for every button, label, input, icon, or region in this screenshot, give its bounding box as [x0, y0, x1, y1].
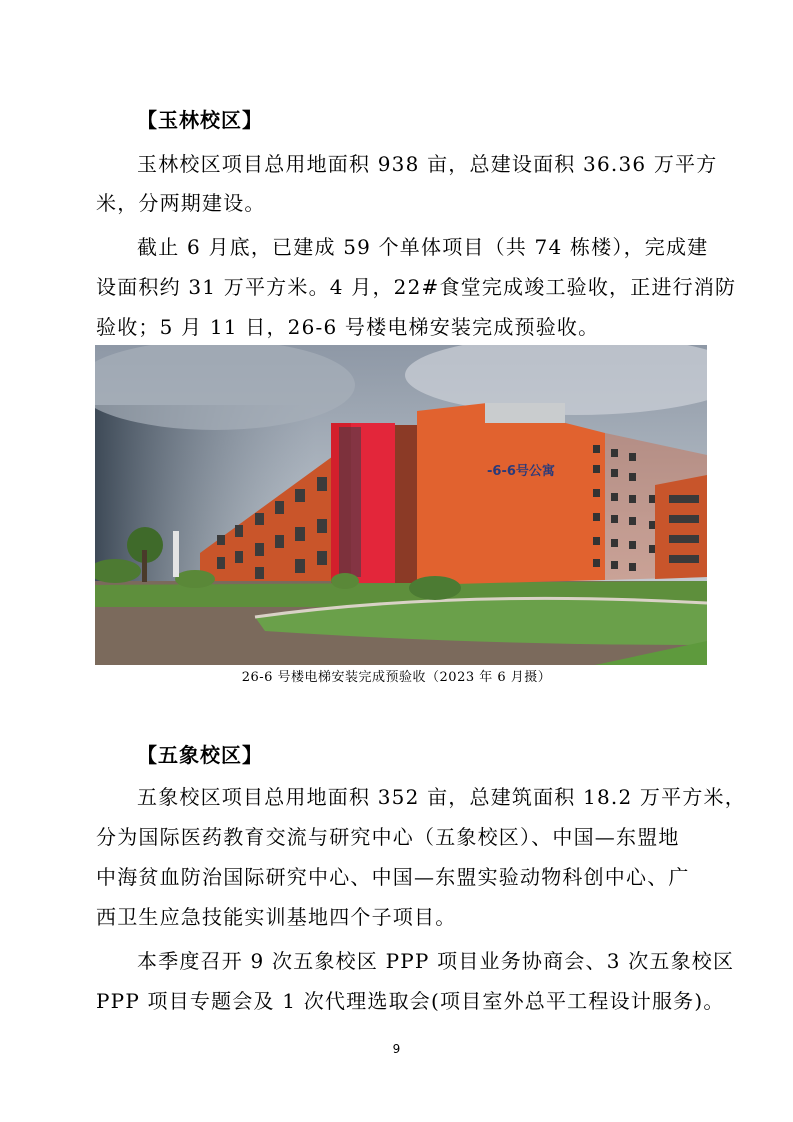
paragraph-line: 米，分两期建设。 — [96, 191, 266, 215]
paragraph-line: 验收；5 月 11 日，26-6 号楼电梯安装完成预验收。 — [96, 315, 600, 339]
paragraph-line: 设面积约 31 万平方米。4 月，22#食堂完成竣工验收，正进行消防 — [96, 275, 737, 299]
building-photo — [95, 345, 707, 665]
page-number: 9 — [392, 1042, 401, 1056]
paragraph-line: 本季度召开 9 次五象校区 PPP 项目业务协商会、3 次五象校区 — [137, 949, 735, 973]
photo-caption: 26-6 号楼电梯安装完成预验收（2023 年 6 月摄） — [241, 670, 552, 685]
paragraph-line: 五象校区项目总用地面积 352 亩，总建筑面积 18.2 万平方米， — [137, 785, 746, 809]
paragraph-line: 西卫生应急技能实训基地四个子项目。 — [96, 905, 457, 929]
paragraph-line: PPP 项目专题会及 1 次代理选取会(项目室外总平工程设计服务)。 — [96, 989, 725, 1013]
paragraph-line: 中海贫血防治国际研究中心、中国—东盟实验动物科创中心、广 — [96, 865, 690, 889]
building-sign: -6-6号公寓 — [487, 464, 555, 479]
paragraph-line: 玉林校区项目总用地面积 938 亩，总建设面积 36.36 万平方 — [137, 152, 718, 176]
paragraph-line: 分为国际医药教育交流与研究中心（五象校区）、中国—东盟地 — [96, 825, 680, 849]
section-heading-yulin: 【玉林校区】 — [137, 108, 263, 132]
paragraph-line: 截止 6 月底，已建成 59 个单体项目（共 74 栋楼），完成建 — [137, 235, 709, 259]
section-heading-wuxiang: 【五象校区】 — [137, 743, 263, 767]
